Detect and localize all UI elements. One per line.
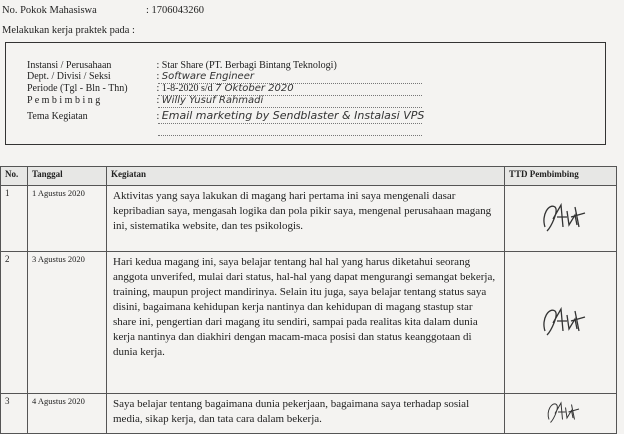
activity-dotted-line-1 (158, 123, 422, 124)
table-row (1, 186, 617, 252)
activity-theme-row: Tema Kegiatan : Email marketing by Sendblaster & Instalasi VPS (27, 109, 425, 122)
period-prefix: : 1-8-2020 s/d (156, 83, 213, 94)
table-row (1, 394, 617, 434)
activity-dotted-line-2 (158, 135, 422, 136)
internship-info-box (5, 42, 606, 145)
department-value: Software Engineer (161, 71, 254, 82)
table-row (1, 252, 617, 394)
column-header-signature: TTD Pembimbing (505, 167, 617, 186)
row-signature (505, 394, 617, 434)
student-number-label: No. Pokok Mahasiswa (2, 5, 97, 16)
department-row: Dept. / Divisi / Seksi : Software Engineer (27, 71, 254, 82)
row-number: 1 (1, 186, 28, 252)
mentor-dotted-line (158, 107, 422, 108)
signature-icon (531, 197, 591, 237)
company-value: : Star Share (PT. Berbagi Bintang Teknologi) (156, 60, 337, 71)
activity-theme-value: Email marketing by Sendblaster & Instalasi VPS (161, 109, 425, 122)
period-row (27, 83, 294, 94)
table-header-row (1, 167, 617, 186)
mentor-row: P e m b i m b i n g : Willy Yusuf Rahmadi (27, 95, 264, 106)
signature-icon (531, 301, 591, 341)
row-date: 4 Agustus 2020 (28, 394, 107, 434)
activity-log-table (0, 166, 617, 434)
row-activity: Aktivitas yang saya lakukan di magang hari pertama ini saya mengenali dasar kepribadian saya, mengasah logika dan pola pikir saya, mengenal perusahaan magang ini, sistematika website, dan tes psikologis. (107, 186, 505, 252)
student-number-line (2, 5, 205, 16)
signature-icon (531, 397, 591, 427)
student-number-value: : 1706043260 (146, 5, 205, 16)
activity-theme-label: Tema Kegiatan (27, 111, 88, 122)
column-header-date: Tanggal (28, 167, 107, 186)
column-header-no: No. (1, 167, 28, 186)
department-label: Dept. / Divisi / Seksi (27, 71, 111, 82)
row-date: 3 Agustus 2020 (28, 252, 107, 394)
row-date: 1 Agustus 2020 (28, 186, 107, 252)
period-label: Periode (Tgl - Bln - Thn) (27, 83, 128, 94)
company-row (27, 60, 337, 71)
row-activity: Saya belajar tentang bagaimana dunia pekerjaan, bagaimana saya terhadap sosial media, sikap kerja, dan tata cara dalam bekerja. (107, 394, 505, 434)
row-signature (505, 252, 617, 394)
row-number: 2 (1, 252, 28, 394)
mentor-value: Willy Yusuf Rahmadi (161, 95, 264, 106)
mentor-label: P e m b i m b i n g (27, 95, 101, 106)
row-activity: Hari kedua magang ini, saya belajar tentang hal hal yang harus diketahui seorang anggota unverifed, mulai dari status, hal-hal yang dapat mengurangi semangat bekerja, training, maupun project mandirinya. Selain itu juga, saya belajar tentang status saya disini, bagaimana kehidupan kerja nantinya dan kehidupan di magang stastup star share ini, pengertian dari magang itu sendiri, sampai pada realitas kita dalam dunia kerja nantinya dan diakhiri dengan macam-maca posisi dan status keanggotaan di dunia kerja. (107, 252, 505, 394)
column-header-activity: Kegiatan (107, 167, 505, 186)
period-value: 7 Oktober 2020 (215, 83, 294, 94)
row-signature (505, 186, 617, 252)
row-number: 3 (1, 394, 28, 434)
intro-text: Melakukan kerja praktek pada : (2, 25, 135, 36)
company-label: Instansi / Perusahaan (27, 60, 112, 71)
